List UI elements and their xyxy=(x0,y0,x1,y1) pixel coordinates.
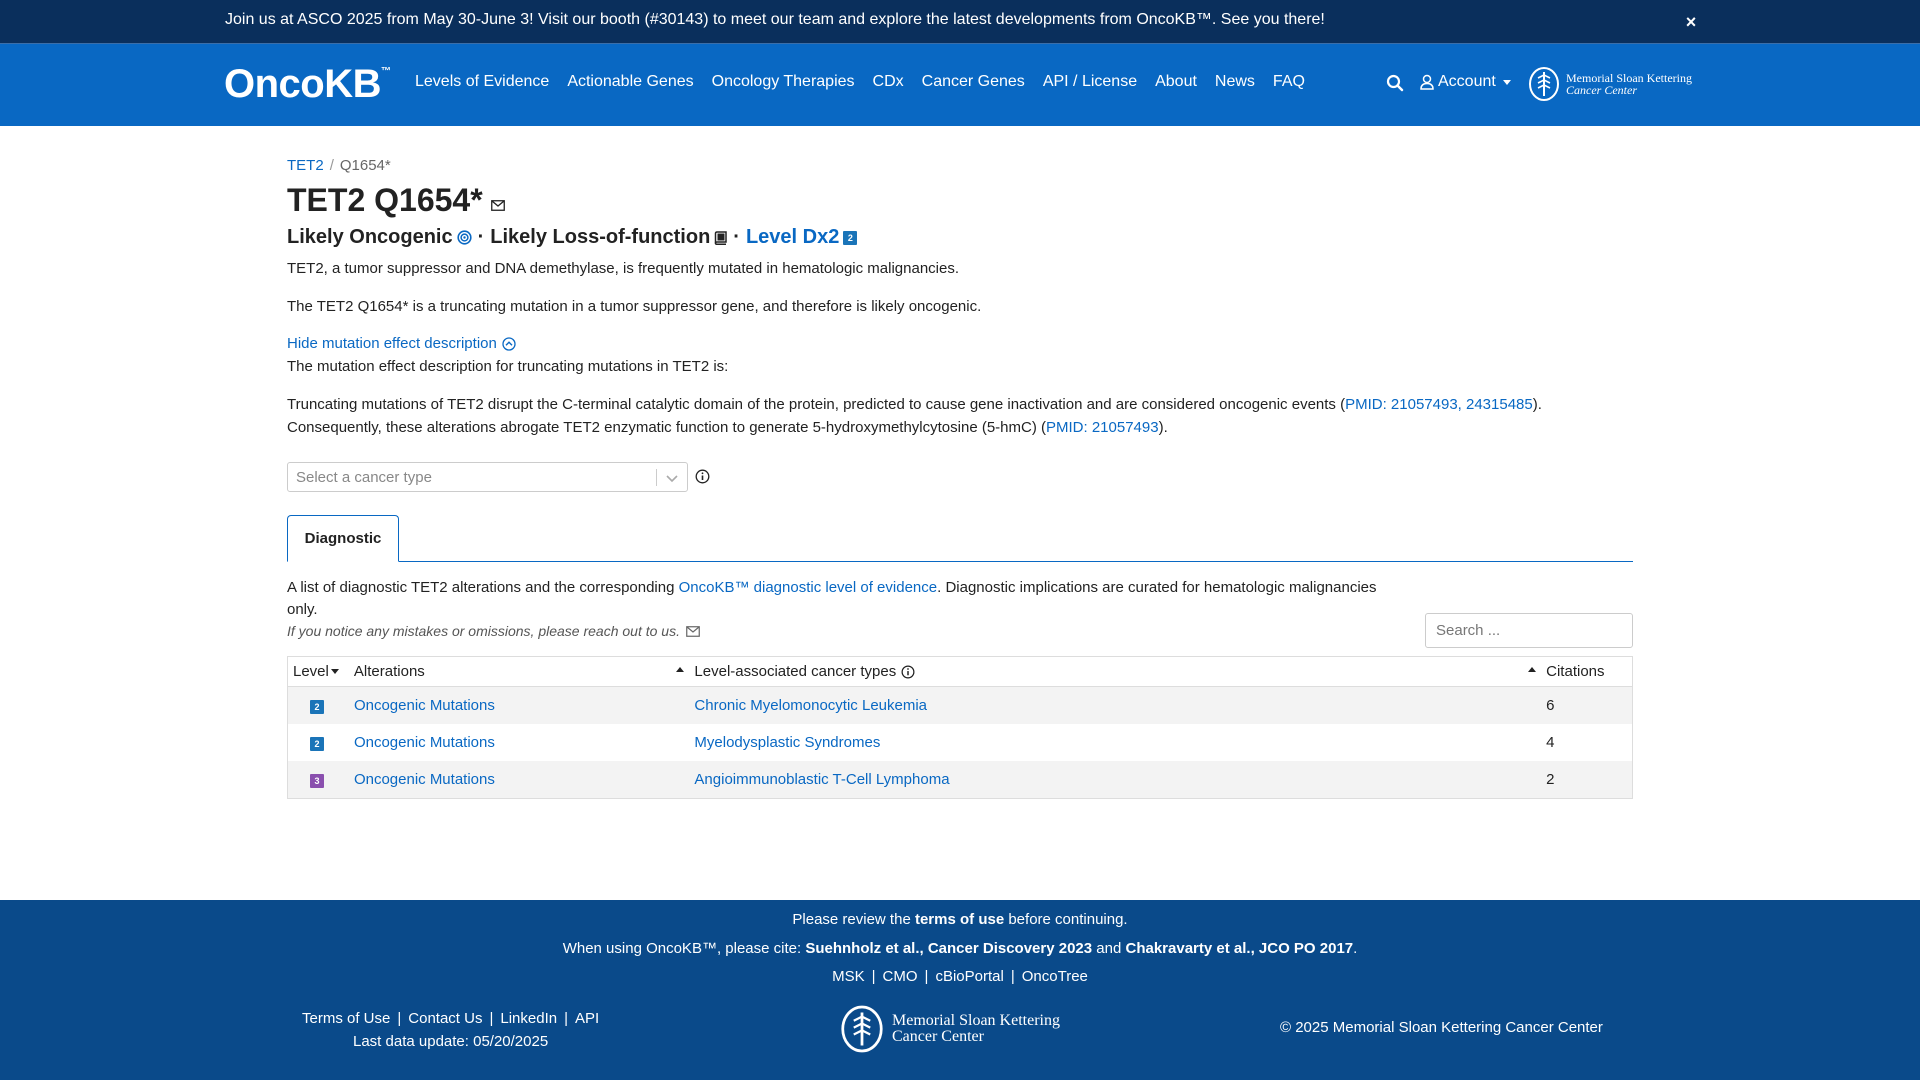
msk-emblem-icon xyxy=(1528,66,1560,102)
partner-links: MSK | CMO | cBioPortal | OncoTree xyxy=(832,968,1088,985)
account-label: Account xyxy=(1438,73,1496,90)
gene-summary: TET2, a tumor suppressor and DNA demethylase, is frequently mutated in hematologic malignancies. xyxy=(287,260,959,277)
citation-link[interactable]: Chakravarty et al., JCO PO 2017 xyxy=(1125,940,1354,957)
nav-levels-of-evidence[interactable]: Levels of Evidence xyxy=(415,73,550,90)
footer-link-cmo[interactable]: CMO xyxy=(882,968,918,985)
mail-icon[interactable] xyxy=(491,200,505,211)
footer-msk-logo[interactable] xyxy=(840,1004,1060,1054)
footer-link-oncotree[interactable]: OncoTree xyxy=(1021,968,1088,985)
copyright: © 2025 Memorial Sloan Kettering Cancer Center xyxy=(1280,1019,1603,1036)
cancer-type-placeholder: Select a cancer type xyxy=(296,469,432,486)
citations-count[interactable]: 2 xyxy=(1546,771,1555,788)
oncokb-logo[interactable]: OncoKB™ xyxy=(224,62,391,106)
announcement-banner xyxy=(0,0,1920,44)
breadcrumb: TET2 / Q1654* xyxy=(287,157,391,174)
diagnostic-description: A list of diagnostic TET2 alterations and the corresponding OncoKB™ diagnostic level of evidence. Diagnostic implications are curated for hematologic malignancies only. xyxy=(287,579,1377,618)
nav-about[interactable]: About xyxy=(1155,73,1197,90)
chevron-down-icon xyxy=(1503,80,1511,85)
mutation-effect-label: Likely Loss-of-function xyxy=(490,226,711,248)
table-row xyxy=(288,724,1632,761)
pmid-link[interactable]: PMID: 21057493 xyxy=(1046,419,1159,436)
chevron-up-circle-icon xyxy=(502,337,516,351)
user-icon xyxy=(1420,74,1434,90)
msk-logo-text: Memorial Sloan Kettering Cancer Center xyxy=(1566,71,1692,97)
tab-bar xyxy=(287,515,1633,562)
sort-desc-icon xyxy=(331,669,339,674)
citation-notice: When using OncoKB™, please cite: Suehnholz et al., Cancer Discovery 2023 and Chakravarty et al., JCO PO 2017. xyxy=(562,940,1358,957)
footer-linkedin-link[interactable]: LinkedIn xyxy=(500,1010,558,1027)
level-badge: 2 xyxy=(310,737,324,751)
oncogenic-target-icon xyxy=(457,230,472,245)
mutation-effect-description: Truncating mutations of TET2 disrupt the C-terminal catalytic domain of the protein, predicted to cause gene inactivation and are considered oncogenic events (PMID: 21057493, 24315485). Consequently, these alterations abrogate TET2 enzymatic function to generate 5-hydroxymethylcytosine (5-hmC) (PMID: 21057493). xyxy=(287,396,1542,436)
hide-mutation-effect-toggle[interactable]: Hide mutation effect description xyxy=(287,335,516,352)
tab-diagnostic[interactable]: Diagnostic xyxy=(287,515,399,562)
header-citations[interactable]: Citations xyxy=(1546,663,1605,680)
citations-count[interactable]: 6 xyxy=(1546,697,1555,714)
terms-notice: Please review the terms of use before continuing. xyxy=(792,911,1128,928)
footer-contact-link[interactable]: Contact Us xyxy=(408,1010,483,1027)
header-level[interactable]: Level xyxy=(288,663,350,680)
header-cancer-types[interactable]: Level-associated cancer types xyxy=(690,663,1542,680)
report-mistakes[interactable]: If you notice any mistakes or omissions, please reach out to us. xyxy=(287,623,700,639)
cancer-type-select[interactable] xyxy=(287,462,688,492)
level-badge: 2 xyxy=(310,700,324,714)
nav-cancer-genes[interactable]: Cancer Genes xyxy=(921,73,1025,90)
msk-logo[interactable] xyxy=(1528,66,1692,102)
account-menu[interactable] xyxy=(1420,73,1511,91)
sort-asc-icon xyxy=(676,667,684,672)
breadcrumb-alteration: Q1654* xyxy=(339,157,391,174)
footer-link-msk[interactable]: MSK xyxy=(832,968,865,985)
mutation-effect-intro: The mutation effect description for truncating mutations in TET2 is: xyxy=(287,358,729,375)
last-data-update: Last data update: 05/20/2025 xyxy=(353,1033,549,1050)
nav-cdx[interactable]: CDx xyxy=(872,73,904,90)
nav-news[interactable]: News xyxy=(1214,73,1255,90)
terms-of-use-link[interactable]: terms of use xyxy=(914,911,1005,928)
table-header xyxy=(288,657,1632,687)
pmid-link[interactable]: PMID: 21057493, 24315485 xyxy=(1345,396,1533,413)
diagnostic-table xyxy=(287,656,1633,799)
info-icon[interactable] xyxy=(901,665,915,679)
citation-link[interactable]: Suehnholz et al., Cancer Discovery 2023 xyxy=(805,940,1093,957)
alteration-link[interactable]: Oncogenic Mutations xyxy=(353,697,495,714)
info-icon[interactable] xyxy=(695,469,710,484)
chevron-down-icon xyxy=(665,471,679,485)
alteration-link[interactable]: Oncogenic Mutations xyxy=(353,734,495,751)
footer-api-link[interactable]: API xyxy=(575,1010,600,1027)
cancer-type-link[interactable]: Myelodysplastic Syndromes xyxy=(694,734,881,751)
search-icon[interactable] xyxy=(1386,74,1404,92)
table-row xyxy=(288,687,1632,724)
citations-count[interactable]: 4 xyxy=(1546,734,1555,751)
mail-icon xyxy=(686,626,700,637)
nav-faq[interactable]: FAQ xyxy=(1272,73,1305,90)
variant-summary: The TET2 Q1654* is a truncating mutation in a tumor suppressor gene, and therefore is likely oncogenic. xyxy=(287,298,982,315)
banner-text: Join us at ASCO 2025 from May 30-June 3! Visit our booth (#30143) to meet our team and explore the latest developments from OncoKB™. See you there! xyxy=(225,11,1325,28)
page-title: TET2 Q1654* xyxy=(287,182,483,218)
cancer-type-link[interactable]: Angioimmunoblastic T-Cell Lymphoma xyxy=(694,771,950,788)
nav-actionable-genes[interactable]: Actionable Genes xyxy=(567,73,694,90)
alteration-link[interactable]: Oncogenic Mutations xyxy=(353,771,495,788)
oncogenicity-label: Likely Oncogenic xyxy=(287,226,453,248)
level-badge: 3 xyxy=(310,774,324,788)
banner-close-button[interactable]: × xyxy=(1685,12,1697,32)
msk-emblem-icon xyxy=(840,1004,884,1054)
variant-summary-header: Likely Oncogenic · Likely Loss-of-function · Level Dx2 2 xyxy=(287,226,857,249)
table-search-input[interactable] xyxy=(1425,613,1633,648)
nav-links xyxy=(415,73,1305,91)
level-dx2-link[interactable]: Level Dx2 xyxy=(745,226,840,248)
header-alterations[interactable]: Alterations xyxy=(350,663,691,680)
table-row xyxy=(288,761,1632,798)
nav-oncology-therapies[interactable]: Oncology Therapies xyxy=(711,73,855,90)
diagnostic-level-link[interactable]: OncoKB™ diagnostic level of evidence xyxy=(678,579,938,596)
footer-left: Terms of Use | Contact Us | LinkedIn | API Last data update: 05/20/2025 xyxy=(302,1007,599,1053)
footer-msk-text: Memorial Sloan Kettering Cancer Center xyxy=(892,1012,1060,1045)
sort-asc-icon xyxy=(1528,667,1536,672)
footer xyxy=(0,900,1920,1080)
nav-api-license[interactable]: API / License xyxy=(1042,73,1138,90)
breadcrumb-gene-link[interactable]: TET2 xyxy=(287,157,324,174)
cancer-type-link[interactable]: Chronic Myelomonocytic Leukemia xyxy=(694,697,928,714)
level-dx2-badge: 2 xyxy=(843,231,857,245)
navbar xyxy=(0,44,1920,126)
footer-terms-link[interactable]: Terms of Use xyxy=(302,1010,391,1027)
book-icon xyxy=(714,231,727,245)
footer-link-cbioportal[interactable]: cBioPortal xyxy=(935,968,1004,985)
